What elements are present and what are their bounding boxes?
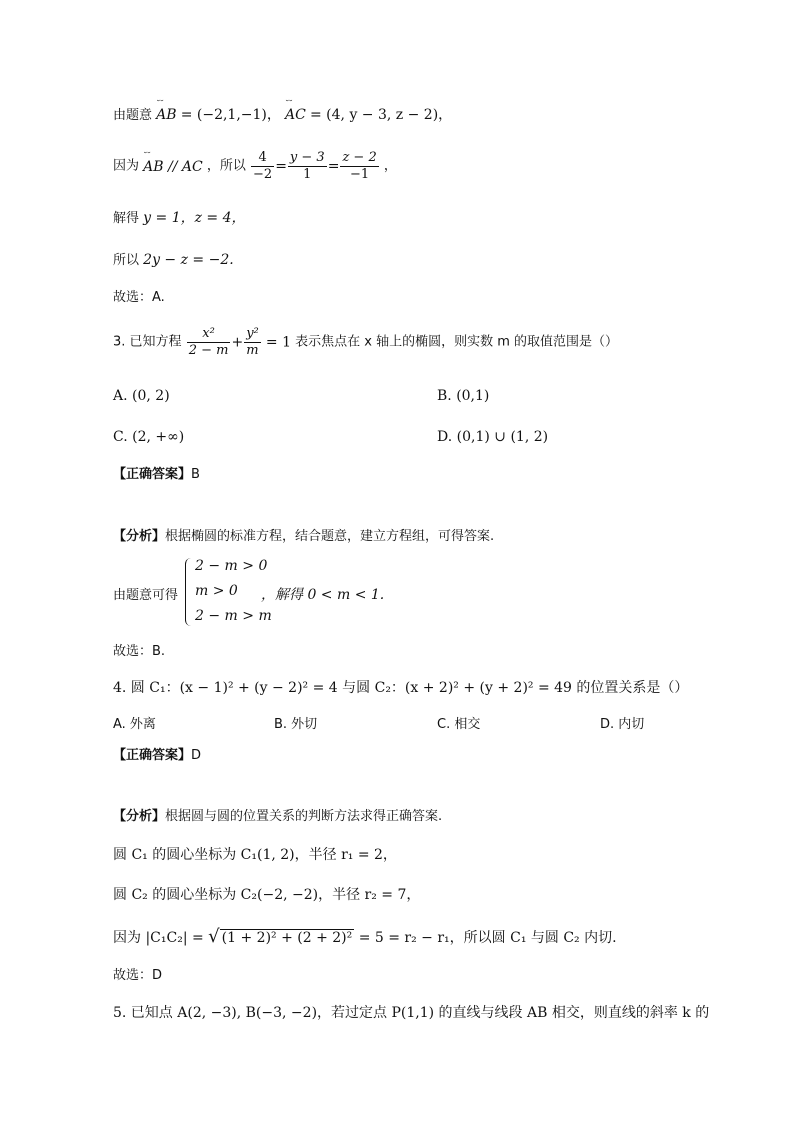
q4-answer <box>113 747 201 765</box>
q3-option-a[interactable]: A. (0, 2) <box>113 388 170 404</box>
system-prefix: 由题意可得 <box>113 588 179 603</box>
q4-option-c[interactable]: C. 相交 <box>437 717 481 732</box>
q4-option-b[interactable]: B. 外切 <box>274 717 318 732</box>
answer-label: 【正确答案】 <box>113 748 192 763</box>
numerator: y − 3 <box>289 150 325 165</box>
vector-ab: ˘˘ AB <box>156 106 176 124</box>
numerator: z − 2 <box>342 150 377 165</box>
analysis-text: 根据椭圆的标准方程，结合题意，建立方程组，可得答案. <box>165 529 495 544</box>
q4-analysis <box>113 808 442 826</box>
answer-label: 【正确答案】 <box>113 467 192 482</box>
fraction-y <box>244 326 261 359</box>
choose-a: 故选：A. <box>113 290 165 305</box>
numerator: x² <box>187 326 231 343</box>
system-row-2: m > 0 <box>195 583 238 599</box>
q3-answer <box>113 466 200 484</box>
solution-line-4 <box>113 251 234 270</box>
vector-ac-value: = (4, y − 3, z − 2)， <box>310 107 453 123</box>
question-4-stem: 4. 圆 C₁：(x − 1)² + (y − 2)² = 4 与圆 C₂：(x + 2)² + (y + 2)² = 49 的位置关系是（） <box>113 680 689 696</box>
radicand: (1 + 2)² + (2 + 2)² <box>221 930 353 946</box>
equals: = 1 <box>265 334 291 351</box>
q4-option-d[interactable]: D. 内切 <box>600 717 645 732</box>
fraction-1 <box>251 150 274 183</box>
text: 表示焦点在 x 轴上的椭圆，则实数 m 的取值范围是（） <box>295 334 619 350</box>
numerator: y² <box>246 326 259 341</box>
fraction-2 <box>288 150 327 183</box>
brace <box>185 558 194 626</box>
denominator: 2 − m <box>188 343 229 358</box>
question-3-stem <box>113 326 618 359</box>
fraction-3 <box>340 150 378 183</box>
parallel-relation: ˘˘ AB // AC <box>143 158 203 176</box>
vector-ac: ˘˘ AC <box>285 106 306 124</box>
denominator: m <box>246 343 259 358</box>
answer-value: D <box>191 748 202 763</box>
analysis-label: 【分析】 <box>113 529 166 544</box>
text: 因为 <box>113 158 140 174</box>
choose-d: 故选：D <box>113 968 163 983</box>
q3-option-d[interactable]: D. (0,1) ∪ (1, 2) <box>437 429 549 445</box>
text: = 5 = r₂ − r₁，所以圆 C₁ 与圆 C₂ 内切. <box>354 930 617 946</box>
q4-step-1: 圆 C₁ 的圆心坐标为 C₁(1, 2)，半径 r₁ = 2， <box>113 847 397 863</box>
system-suffix: ，解得 0 < m < 1. <box>261 587 385 603</box>
choose-b: 故选：B. <box>113 644 166 659</box>
text: 由题意 <box>113 108 153 123</box>
vector-ab-value: = (−2,1,−1)， <box>180 107 281 123</box>
q3-option-c[interactable]: C. (2, +∞) <box>113 429 185 445</box>
q4-option-a[interactable]: A. 外离 <box>113 717 156 732</box>
denominator: 1 <box>303 167 312 182</box>
system-row-1: 2 − m > 0 <box>195 558 268 574</box>
answer-value: B <box>191 467 200 482</box>
denominator: −2 <box>253 167 273 182</box>
analysis-text: 根据圆与圆的位置关系的判断方法求得正确答案. <box>165 809 443 824</box>
equation: y = 1，z = 4， <box>143 210 246 226</box>
sqrt-sign: √ <box>208 926 220 947</box>
equation: 2y − z = −2. <box>143 252 234 268</box>
analysis-label: 【分析】 <box>113 809 166 824</box>
q3-option-b[interactable]: B. (0,1) <box>437 388 490 404</box>
q4-step-2: 圆 C₂ 的圆心坐标为 C₂(−2, −2)，半径 r₂ = 7， <box>113 887 421 903</box>
plus: + <box>231 334 244 351</box>
fraction-x <box>187 326 231 359</box>
q4-step-3 <box>113 928 617 948</box>
denominator: −1 <box>349 167 370 182</box>
text: 解得 <box>113 211 140 226</box>
text: ， <box>383 158 397 174</box>
text: 3. 已知方程 <box>113 334 182 350</box>
system-row-3: 2 − m > m <box>195 608 272 624</box>
numerator: 4 <box>251 150 274 167</box>
text: 因为 |C₁C₂| = <box>113 930 209 946</box>
q3-analysis <box>113 528 494 546</box>
solution-line-1 <box>113 106 452 125</box>
question-5-stem: 5. 已知点 A(2, −3), B(−3, −2)，若过定点 P(1,1) 的直线与线段 AB 相交，则直线的斜率 k 的 <box>113 1005 710 1021</box>
solution-line-3 <box>113 209 246 228</box>
text: 所以 <box>113 253 140 268</box>
solution-line-2: 因为 ˘˘ AB // AC ，所以 $\frac{4}{-2}$ = $\frac{y - 3}{1}$ = $\frac{z - 2}{-1}$ ， <box>113 150 397 183</box>
text: ，所以 <box>206 158 246 174</box>
